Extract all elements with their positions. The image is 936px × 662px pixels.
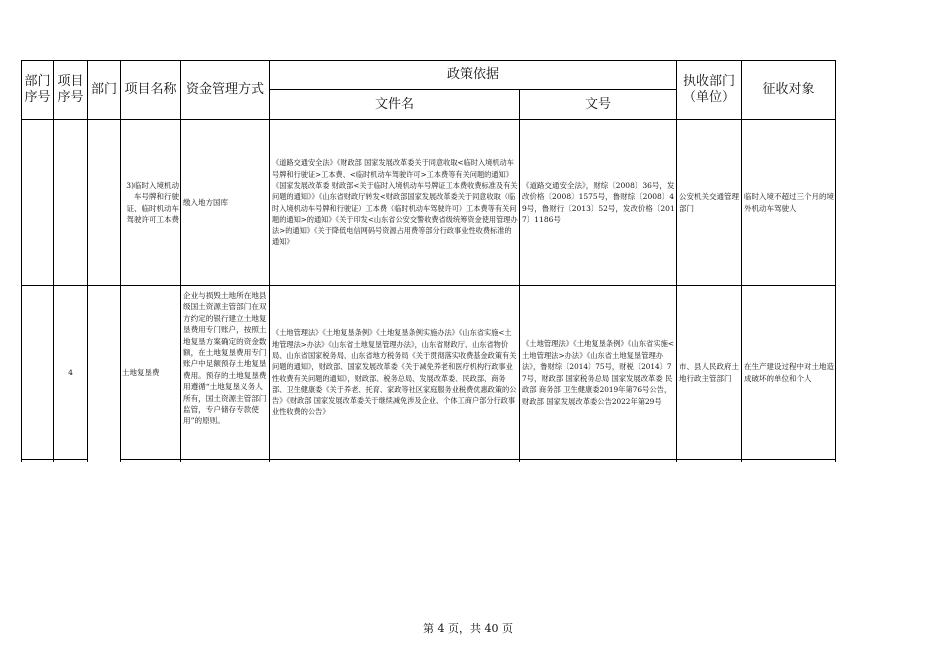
row2-exec-dept: 市、县人民政府土地行政主管部门 — [679, 362, 739, 383]
header-exec-dept: 执收部门（单位） — [682, 74, 735, 105]
header-dept: 部门 — [90, 82, 117, 97]
row2-item-name: 土地复垦费 — [122, 367, 160, 377]
page-number: 第 4 页，共 40 页 — [423, 622, 513, 635]
header-dept-seq: 部门序号 — [24, 74, 51, 105]
row1-item-seq — [54, 120, 87, 285]
row2-doc-no: 《土地管理法》《土地复垦条例》《山东省实施<土地管理法>办法》《山东省土地复垦管理办法》，鲁财综〔2014〕75号，财税〔2014〕77号，财政部 国家税务总局 国家发展改革委 民政部 商务部 卫生健康委2019年第76号公告，财政部 国家发展改革委公告2022年第29号 — [522, 339, 675, 406]
header-target: 征收对象 — [762, 82, 815, 97]
row1-doc-no: 《道路交通安全法》，财综〔2008〕36号，发改价格〔2008〕1575号，鲁财综〔2008〕49号，鲁财行〔2013〕52号，发改价格〔2017〕1186号 — [522, 180, 675, 224]
row1-target: 临时入境不超过三个月的境外机动车驾驶人 — [744, 192, 834, 213]
header-doc-no: 文号 — [584, 96, 611, 112]
row2-dept-seq — [22, 286, 53, 459]
row2-fund-mgmt: 企业与损毁土地所在地县级国土资源主管部门在双方约定的银行建立土地复垦费用专门账户，按照土地复垦方案确定的资金数额，在土地复垦费用专门账户中足额预存土地复垦费用。预存的土地复垦费用遵循“土地复垦义务人所有，国土资源主管部门监管，专户储存专款使用”的原则。 — [183, 291, 267, 426]
header-file-name: 文件名 — [374, 96, 414, 112]
row1-dept-seq — [22, 120, 53, 285]
row1-item-name: 3)临时入境机动车号牌和行驶证、临时机动车驾驶许可工本费 — [126, 180, 179, 224]
header-item-name: 项目名称 — [124, 82, 177, 97]
row2-file-name: 《土地管理法》《土地复垦条例》《土地复垦条例实施办法》《山东省实施<土地管理法>办法》《山东省土地复垦管理办法》，山东省财政厅、山东省物价局、山东省国家税务局、山东省地方税务局《关于贯彻落实收费基金政策有关问题的通知》，财政部、国家发展改革委《关于减免养老和医疗机构行政事业性收费有关问题的通知》，财政部、税务总局、发展改革委、民政部、商务部、卫生健康委《关于养老、托育、家政等社区家庭服务业税费优惠政策的公告》《财政部 国家发展改革委关于继续减免涉及企业、个体工商户部分行政事业性收费的公告》 — [272, 328, 517, 417]
header-fund-mgmt: 资金管理方式 — [185, 82, 264, 97]
row1-dept — [88, 120, 120, 285]
row1-exec-dept: 公安机关交通管理部门 — [679, 192, 739, 213]
row2-target: 在生产建设过程中对土地造成破坏的单位和个人 — [744, 362, 834, 383]
header-policy-basis: 政策依据 — [446, 67, 499, 82]
row1-file-name: 《道路交通安全法》《财政部 国家发展改革委关于同意收取<临时入境机动车号牌和行驶证>工本费、<临时机动车驾驶许可>工本费等有关问题的通知》《国家发展改革委 财政部<关于临时入境机动车号牌证工本费收费标准及有关问题的通知》》《山东省财政厅转发<财政部国家发展改革委关于同意收取（临时入境机动车号牌和行驶证）工本费（临时机动车驾驶许可）工本费等有关问题的通知>的通知》《关于印发<山东省公安交警收费省级统筹资金使用管理办法>的通知》《关于降低电信网码号资源占用费等部分行政事业性收费标准的通知》 — [272, 158, 518, 247]
row1-fund-mgmt: 缴入地方国库 — [183, 197, 228, 207]
header-item-seq: 项目序号 — [57, 74, 84, 105]
row2-dept — [88, 286, 120, 459]
row2-item-seq: 4 — [68, 367, 73, 377]
